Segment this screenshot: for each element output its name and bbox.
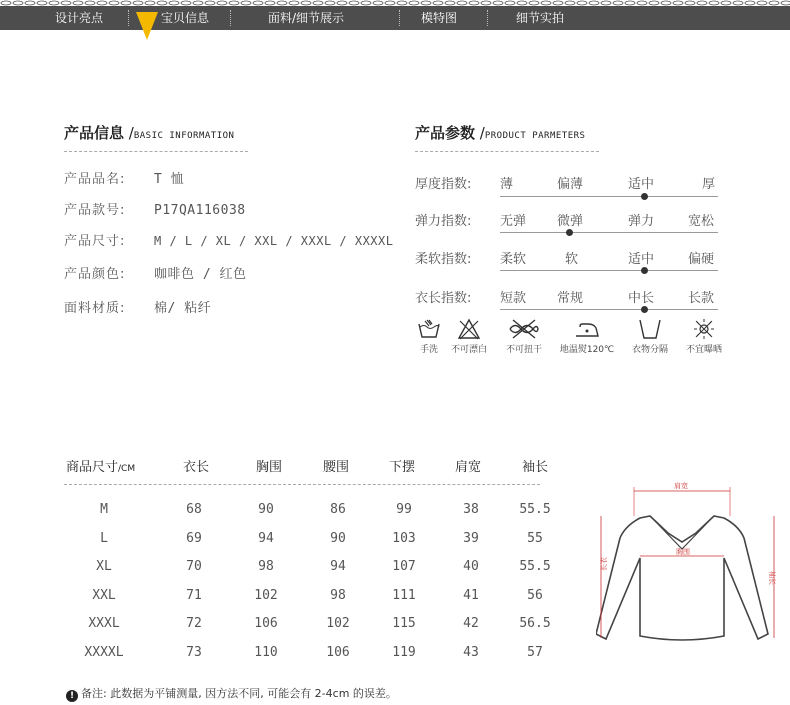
- param-option: 常规: [557, 291, 584, 306]
- sweater-outline: [596, 516, 768, 640]
- chest-measure-label: 胸围: [676, 548, 690, 556]
- param-selected-marker: [641, 306, 648, 313]
- care-no-wring: [500, 318, 548, 355]
- size-table-cell: 55.5: [519, 559, 551, 574]
- info-label: 产品款号:: [64, 203, 126, 218]
- body-length-measure-label: 长衣: [600, 557, 608, 571]
- product-info-subtitle: BASIC INFORMATION: [133, 131, 235, 141]
- param-scale-line: [500, 232, 718, 233]
- size-table-cell: 55.5: [519, 502, 551, 517]
- size-table-cell: 43: [463, 645, 479, 660]
- product-info-title-text: 产品信息: [64, 124, 125, 142]
- size-table-cell: 71: [186, 588, 202, 603]
- param-selected-marker: [566, 229, 573, 236]
- nav-bar: [0, 6, 790, 30]
- param-option: 适中: [628, 177, 655, 192]
- measurement-diagram: [596, 476, 780, 650]
- no-bleach-icon: [457, 318, 481, 340]
- nav-separator: [230, 10, 231, 26]
- size-table-cell: 90: [258, 502, 274, 517]
- size-table-cell: 106: [326, 645, 350, 660]
- measurement-note: [66, 685, 397, 702]
- param-option: 无弹: [500, 214, 527, 229]
- param-option: 柔软: [500, 252, 527, 267]
- param-option: 微弹: [557, 214, 584, 229]
- size-table-cell: 98: [330, 588, 346, 603]
- size-table-cell: 70: [186, 559, 202, 574]
- size-table-cell: 86: [330, 502, 346, 517]
- param-option: 厚: [702, 177, 716, 192]
- param-option: 偏硬: [688, 252, 715, 267]
- size-table-size-cell: L: [100, 531, 108, 546]
- nav-item-model[interactable]: 模特图: [421, 11, 458, 25]
- param-selected-marker: [641, 193, 648, 200]
- size-table-cell: 98: [258, 559, 274, 574]
- param-option: 偏薄: [557, 177, 584, 192]
- size-table-header-hem: 下摆: [389, 460, 416, 475]
- param-option: 短款: [500, 291, 527, 306]
- size-table-cell: 40: [463, 559, 479, 574]
- divider: [415, 151, 599, 152]
- size-table-cell: 94: [258, 531, 274, 546]
- info-label: 产品颜色:: [64, 267, 126, 282]
- size-table-divider: [64, 484, 540, 485]
- nav-item-detail-photos[interactable]: 细节实拍: [516, 11, 565, 25]
- no-wring-icon: [507, 318, 541, 340]
- param-option: 弹力: [628, 214, 655, 229]
- info-value: P17QA116038: [154, 203, 246, 218]
- care-no-bleach: [446, 318, 492, 355]
- param-option: 中长: [628, 291, 655, 306]
- size-table-cell: 38: [463, 502, 479, 517]
- info-value: 棉/ 粘纤: [154, 301, 212, 316]
- hand-wash-icon: [417, 318, 441, 340]
- size-table-cell: 107: [392, 559, 416, 574]
- size-table-header-length: 衣长: [183, 460, 210, 475]
- shoulder-measure-label: 肩宽: [674, 482, 688, 490]
- size-table-cell: 68: [186, 502, 202, 517]
- sleeve-measure-label: 袖长: [768, 571, 776, 585]
- size-table-header-chest: 胸围: [256, 460, 283, 475]
- size-table-cell: 39: [463, 531, 479, 546]
- size-table-cell: 111: [392, 588, 416, 603]
- size-table-cell: 90: [330, 531, 346, 546]
- info-row-material: [64, 297, 211, 316]
- size-table-cell: 103: [392, 531, 416, 546]
- size-table-cell: 99: [396, 502, 412, 517]
- info-label: 产品品名:: [64, 172, 126, 187]
- size-table-cell: 72: [186, 616, 202, 631]
- param-scale-line: [500, 270, 718, 271]
- size-table-cell: 73: [186, 645, 202, 660]
- nav-separator: [128, 10, 129, 26]
- info-label: 产品尺寸:: [64, 234, 126, 249]
- care-label: 手洗: [419, 345, 438, 355]
- size-table-cell: 56.5: [519, 616, 551, 631]
- param-option: 宽松: [688, 214, 715, 229]
- size-table-size-cell: XL: [96, 559, 112, 574]
- info-row-colors: [64, 263, 246, 282]
- size-table-size-cell: XXXL: [88, 616, 120, 631]
- param-selected-marker: [641, 267, 648, 274]
- size-table-size-cell: XXXXL: [84, 645, 124, 660]
- size-table-cell: 42: [463, 616, 479, 631]
- size-table-cell: 102: [254, 588, 278, 603]
- size-table-cell: 69: [186, 531, 202, 546]
- info-value: T 恤: [154, 172, 185, 187]
- info-row-sizes: [64, 230, 393, 249]
- size-table-size-cell: M: [100, 502, 108, 517]
- nav-separator: [487, 10, 488, 26]
- v-neck-trim: [654, 520, 710, 549]
- param-label-elasticity: 弹力指数:: [415, 214, 472, 229]
- care-label: 不宜曝晒: [685, 345, 722, 355]
- nav-item-product-info[interactable]: 宝贝信息: [161, 11, 210, 25]
- note-text: 备注: 此数据为平铺测量, 因方法不同, 可能会有 2-4cm 的误差。: [81, 687, 397, 700]
- size-table-header-size: [66, 456, 135, 475]
- care-label: 不可漂白: [450, 345, 487, 355]
- size-table-cell: 115: [392, 616, 416, 631]
- param-label-length: 衣长指数:: [415, 291, 472, 306]
- size-table-cell: 106: [254, 616, 278, 631]
- size-table-cell: 119: [392, 645, 416, 660]
- no-sun-dry-icon: [692, 318, 716, 340]
- care-low-iron: [554, 318, 620, 355]
- size-table-cell: 94: [330, 559, 346, 574]
- wash-separately-icon: [637, 318, 663, 340]
- info-label: 面料材质:: [64, 301, 126, 316]
- size-table-size-cell: XXL: [92, 588, 116, 603]
- nav-item-design[interactable]: 设计亮点: [55, 11, 104, 25]
- product-params-title: 产品参数 /PRODUCT PARMETERS: [415, 124, 586, 142]
- size-table-cell: 57: [527, 645, 543, 660]
- size-table-cell: 56: [527, 588, 543, 603]
- nav-item-fabric[interactable]: 面料/细节展示: [268, 11, 345, 25]
- care-no-sun-dry: [680, 318, 728, 355]
- warning-icon: !: [66, 690, 78, 702]
- info-row-name: [64, 168, 184, 187]
- product-params-title-text: 产品参数: [415, 124, 476, 142]
- size-table-cell: 102: [326, 616, 350, 631]
- care-label: 地温熨120℃: [559, 345, 615, 355]
- care-label: 不可扭干: [505, 345, 542, 355]
- param-scale-line: [500, 309, 718, 310]
- product-params-subtitle: PRODUCT PARMETERS: [484, 131, 586, 141]
- size-table-cell: 110: [254, 645, 278, 660]
- care-hand-wash: [416, 318, 442, 355]
- size-table-header-label: 商品尺寸: [66, 460, 119, 475]
- nav-active-indicator: [136, 12, 158, 40]
- param-label-thickness: 厚度指数:: [415, 177, 472, 192]
- param-option: 适中: [628, 252, 655, 267]
- size-table-cell: 55: [527, 531, 543, 546]
- size-table-cell: 41: [463, 588, 479, 603]
- nav-separator: [399, 10, 400, 26]
- param-option: 长款: [688, 291, 715, 306]
- info-value: 咖啡色 / 红色: [154, 267, 247, 282]
- care-wash-separately: [626, 318, 674, 355]
- size-table-header-shoulder: 肩宽: [455, 460, 482, 475]
- low-iron-icon: [572, 318, 602, 340]
- divider: [64, 151, 248, 152]
- size-table-header-waist: 腰围: [323, 460, 350, 475]
- param-label-softness: 柔软指数:: [415, 252, 472, 267]
- param-option: 薄: [500, 177, 514, 192]
- care-label: 衣物分隔: [631, 345, 668, 355]
- param-option: 软: [565, 252, 579, 267]
- info-row-sku: [64, 199, 246, 218]
- param-scale-line: [500, 196, 718, 197]
- size-table-header-sleeve: 袖长: [522, 460, 549, 475]
- product-info-title: 产品信息 /BASIC INFORMATION: [64, 124, 235, 142]
- size-table-unit: /CM: [118, 464, 136, 474]
- info-value: M / L / XL / XXL / XXXL / XXXXL: [154, 234, 394, 248]
